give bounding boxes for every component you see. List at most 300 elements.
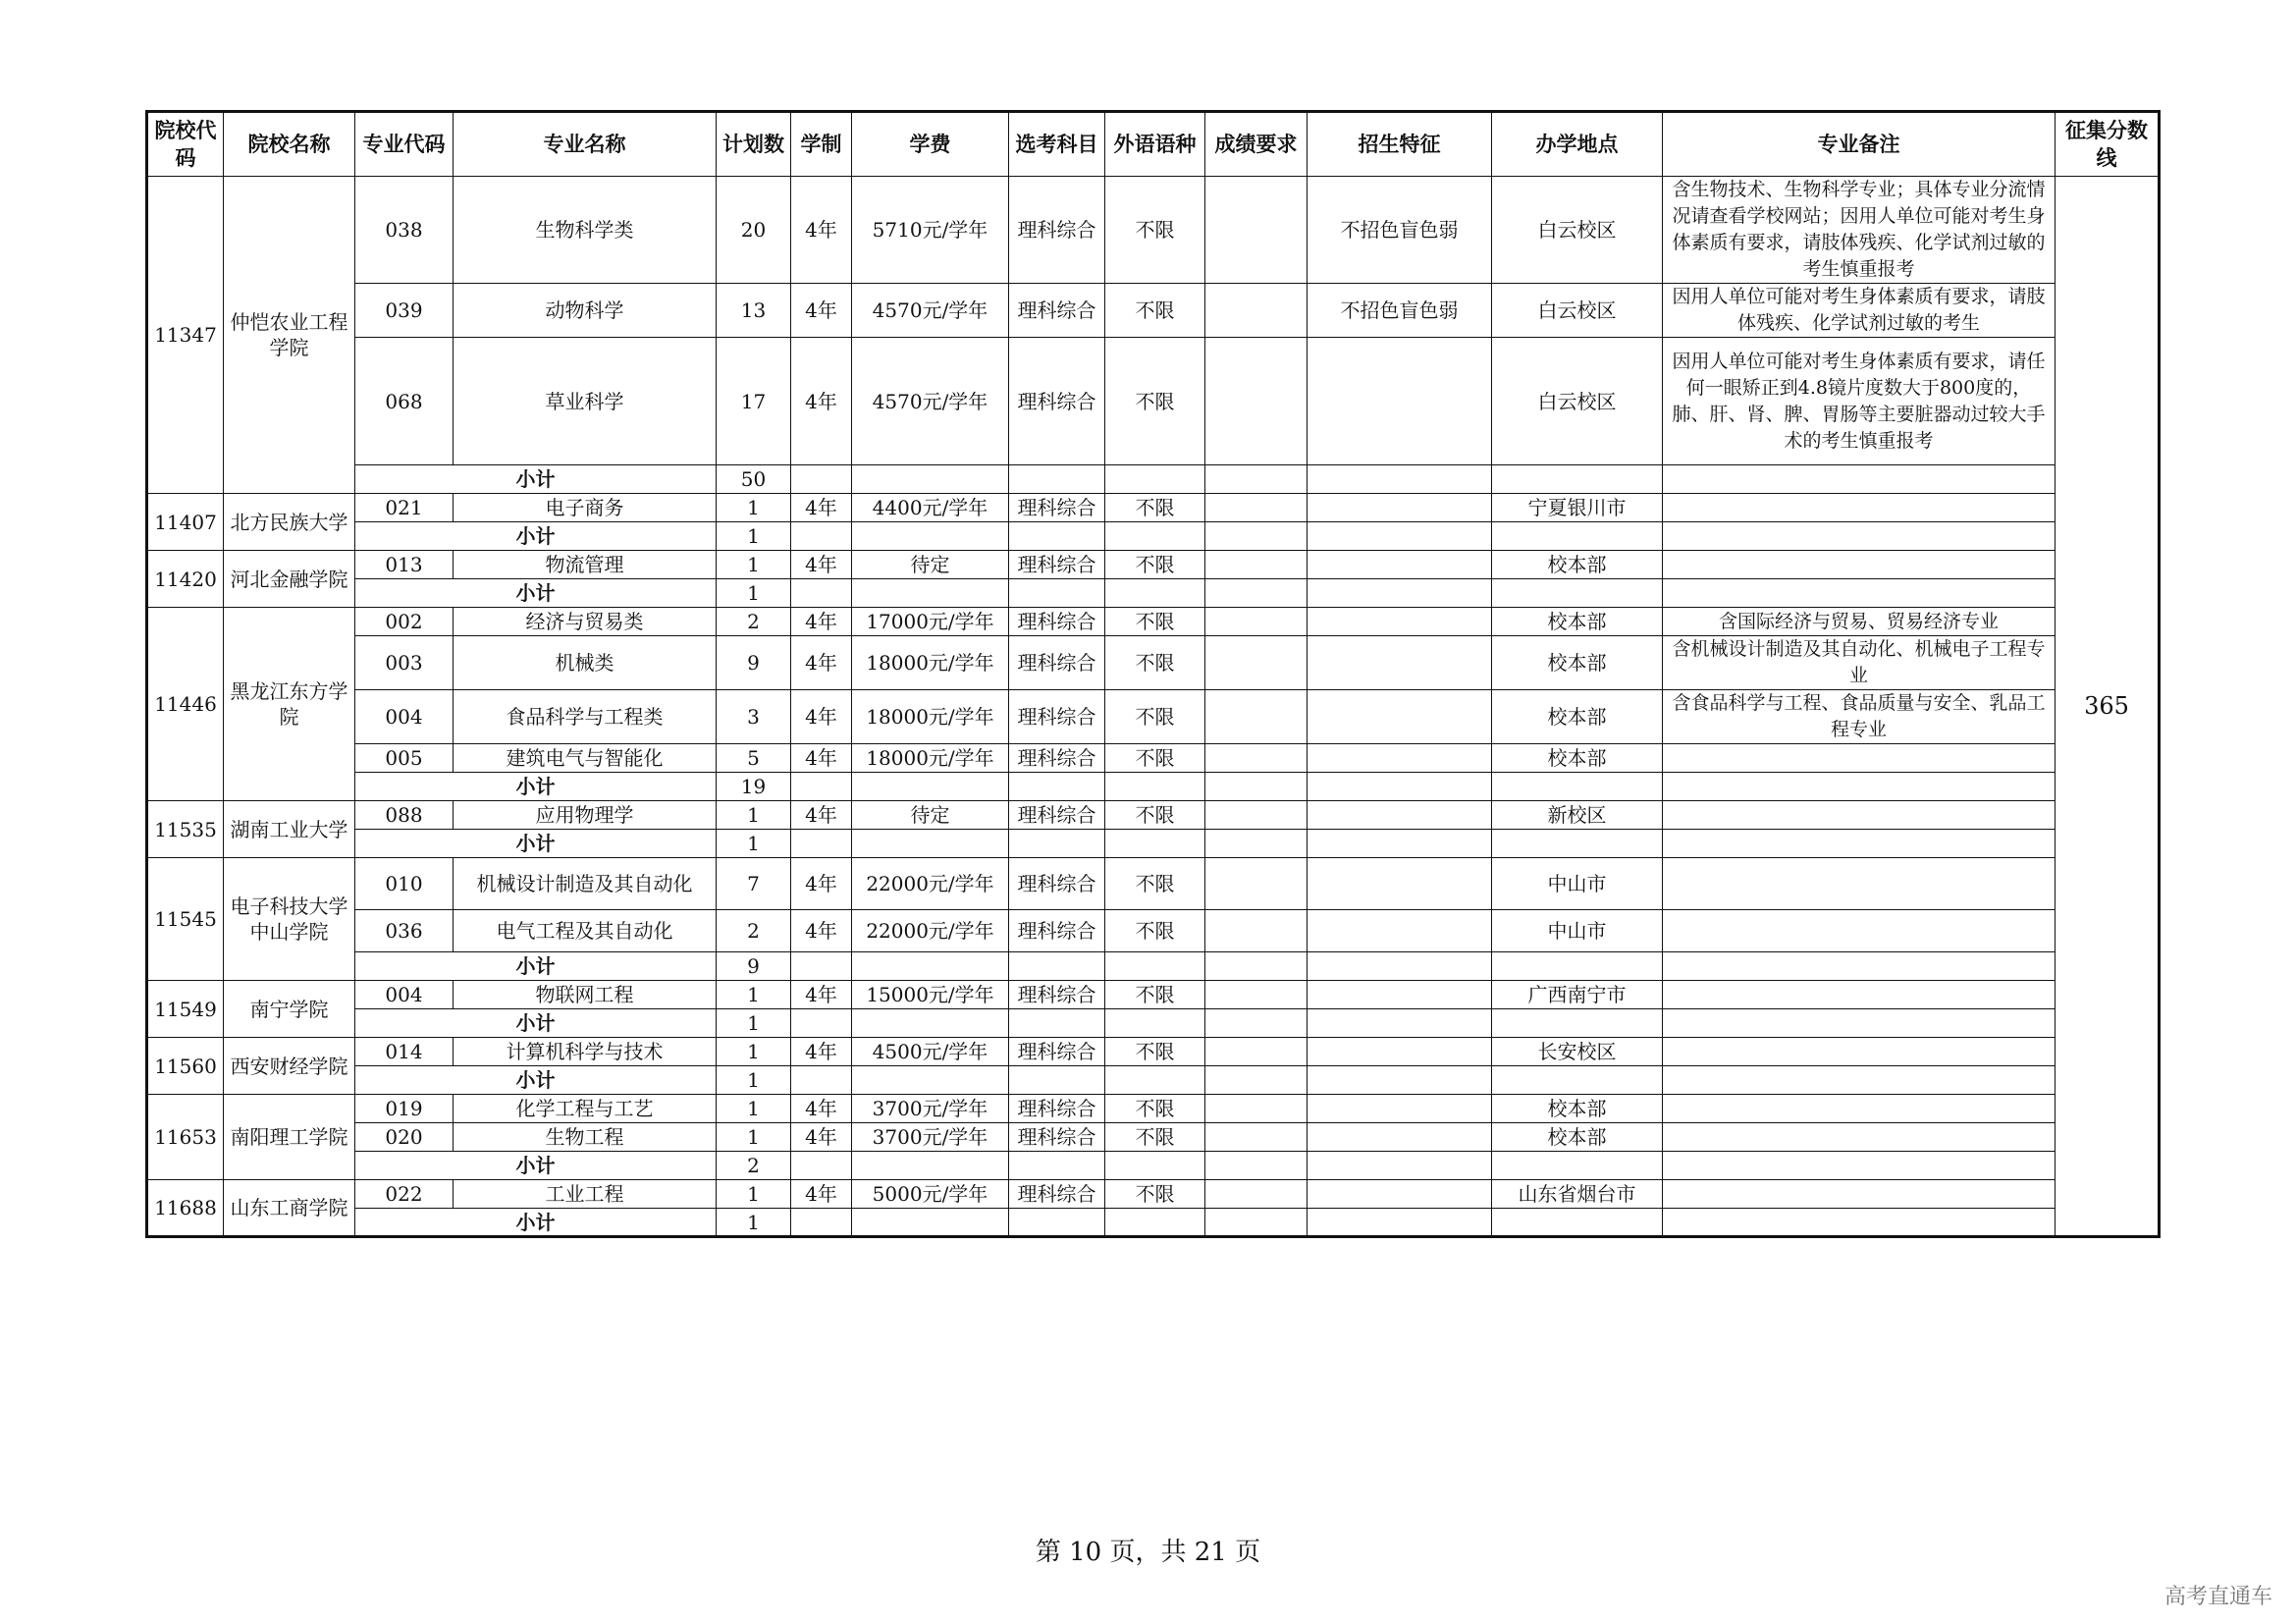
- subjects-cell: 理科综合: [1009, 494, 1105, 522]
- empty-cell: [791, 830, 852, 858]
- plan-count-cell: 17: [717, 338, 791, 465]
- school-name-cell: 南宁学院: [224, 981, 355, 1038]
- table-row: [147, 1180, 2160, 1209]
- language-cell: 不限: [1105, 910, 1205, 952]
- subtotal-count: 2: [717, 1152, 791, 1180]
- subjects-cell: 理科综合: [1009, 1180, 1105, 1209]
- plan-count-cell: 13: [717, 284, 791, 338]
- subjects-cell: 理科综合: [1009, 551, 1105, 579]
- empty-cell: [1105, 1009, 1205, 1038]
- page-footer: 第 10 页，共 21 页: [1035, 1538, 1261, 1567]
- empty-cell: [791, 1152, 852, 1180]
- empty-cell: [1308, 1009, 1492, 1038]
- school-code-cell: 11420: [147, 551, 224, 608]
- school-code-cell: 11549: [147, 981, 224, 1038]
- major-code-cell: 004: [355, 981, 454, 1009]
- location-cell: 中山市: [1492, 858, 1663, 910]
- location-cell: 校本部: [1492, 744, 1663, 773]
- major-name-cell: 机械设计制造及其自动化: [454, 858, 717, 910]
- subtotal-count: 9: [717, 952, 791, 981]
- empty-cell: [1308, 1209, 1492, 1237]
- remark-cell: 因用人单位可能对考生身体素质有要求，请肢体残疾、化学试剂过敏的考生: [1663, 284, 2056, 338]
- major-code-cell: 014: [355, 1038, 454, 1066]
- empty-cell: [852, 773, 1009, 801]
- feature-cell: [1308, 744, 1492, 773]
- major-code-cell: 036: [355, 910, 454, 952]
- subjects-cell: 理科综合: [1009, 1038, 1105, 1066]
- subtotal-row: [147, 773, 2160, 801]
- empty-cell: [852, 579, 1009, 608]
- major-name-cell: 机械类: [454, 636, 717, 690]
- empty-cell: [791, 1209, 852, 1237]
- score-requirement-cell: [1205, 636, 1308, 690]
- score-requirement-cell: [1205, 1038, 1308, 1066]
- empty-cell: [1663, 1152, 2056, 1180]
- empty-cell: [1663, 1209, 2056, 1237]
- language-cell: 不限: [1105, 858, 1205, 910]
- language-cell: 不限: [1105, 1038, 1205, 1066]
- feature-cell: 不招色盲色弱: [1308, 177, 1492, 284]
- subjects-cell: 理科综合: [1009, 690, 1105, 744]
- location-cell: 校本部: [1492, 1095, 1663, 1123]
- years-cell: 4年: [791, 1095, 852, 1123]
- empty-cell: [1663, 773, 2056, 801]
- school-name-cell: 仲恺农业工程学院: [224, 177, 355, 494]
- years-cell: 4年: [791, 1038, 852, 1066]
- plan-count-cell: 2: [717, 910, 791, 952]
- score-requirement-cell: [1205, 1095, 1308, 1123]
- language-cell: 不限: [1105, 1123, 1205, 1152]
- school-name-cell: 湖南工业大学: [224, 801, 355, 858]
- table-row: [147, 284, 2160, 338]
- plan-count-cell: 1: [717, 981, 791, 1009]
- plan-count-cell: 5: [717, 744, 791, 773]
- admission-plan-table: [145, 110, 2161, 1238]
- years-cell: 4年: [791, 551, 852, 579]
- empty-cell: [1492, 773, 1663, 801]
- fee-cell: 18000元/学年: [852, 744, 1009, 773]
- score-requirement-cell: [1205, 910, 1308, 952]
- empty-cell: [1105, 952, 1205, 981]
- table-row: [147, 744, 2160, 773]
- location-cell: 校本部: [1492, 690, 1663, 744]
- years-cell: 4年: [791, 608, 852, 636]
- subtotal-label: 小计: [355, 773, 717, 801]
- header-school-code: 院校代码: [147, 112, 224, 177]
- empty-cell: [1205, 830, 1308, 858]
- empty-cell: [791, 773, 852, 801]
- subjects-cell: 理科综合: [1009, 981, 1105, 1009]
- plan-count-cell: 1: [717, 494, 791, 522]
- major-code-cell: 010: [355, 858, 454, 910]
- feature-cell: [1308, 1038, 1492, 1066]
- empty-cell: [1492, 465, 1663, 494]
- subtotal-count: 50: [717, 465, 791, 494]
- score-requirement-cell: [1205, 1180, 1308, 1209]
- remark-cell: 因用人单位可能对考生身体素质有要求，请任何一眼矫正到4.8镜片度数大于800度的，肺、肝、肾、脾、胃肠等主要脏器动过较大手术的考生慎重报考: [1663, 338, 2056, 465]
- feature-cell: [1308, 338, 1492, 465]
- empty-cell: [1663, 830, 2056, 858]
- subtotal-row: [147, 1152, 2160, 1180]
- fee-cell: 15000元/学年: [852, 981, 1009, 1009]
- header-fee: 学费: [852, 112, 1009, 177]
- empty-cell: [1663, 1066, 2056, 1095]
- feature-cell: [1308, 981, 1492, 1009]
- empty-cell: [1663, 465, 2056, 494]
- empty-cell: [791, 465, 852, 494]
- feature-cell: 不招色盲色弱: [1308, 284, 1492, 338]
- feature-cell: [1308, 690, 1492, 744]
- score-requirement-cell: [1205, 177, 1308, 284]
- years-cell: 4年: [791, 690, 852, 744]
- empty-cell: [1009, 522, 1105, 551]
- watermark: 高考直通车: [2163, 1585, 2272, 1609]
- table-row: [147, 551, 2160, 579]
- major-code-cell: 088: [355, 801, 454, 830]
- fee-cell: 22000元/学年: [852, 910, 1009, 952]
- major-code-cell: 038: [355, 177, 454, 284]
- major-code-cell: 003: [355, 636, 454, 690]
- school-code-cell: 11535: [147, 801, 224, 858]
- major-name-cell: 化学工程与工艺: [454, 1095, 717, 1123]
- subtotal-count: 19: [717, 773, 791, 801]
- school-code-cell: 11407: [147, 494, 224, 551]
- subtotal-count: 1: [717, 522, 791, 551]
- empty-cell: [1009, 952, 1105, 981]
- empty-cell: [1492, 1066, 1663, 1095]
- years-cell: 4年: [791, 910, 852, 952]
- subtotal-label: 小计: [355, 1066, 717, 1095]
- empty-cell: [791, 522, 852, 551]
- remark-cell: [1663, 494, 2056, 522]
- fee-cell: 4400元/学年: [852, 494, 1009, 522]
- language-cell: 不限: [1105, 981, 1205, 1009]
- major-code-cell: 004: [355, 690, 454, 744]
- major-code-cell: 013: [355, 551, 454, 579]
- location-cell: 长安校区: [1492, 1038, 1663, 1066]
- major-code-cell: 022: [355, 1180, 454, 1209]
- fee-cell: 5710元/学年: [852, 177, 1009, 284]
- empty-cell: [852, 952, 1009, 981]
- empty-cell: [1663, 952, 2056, 981]
- language-cell: 不限: [1105, 636, 1205, 690]
- subjects-cell: 理科综合: [1009, 636, 1105, 690]
- subjects-cell: 理科综合: [1009, 1095, 1105, 1123]
- subjects-cell: 理科综合: [1009, 1123, 1105, 1152]
- subtotal-label: 小计: [355, 1209, 717, 1237]
- major-name-cell: 草业科学: [454, 338, 717, 465]
- empty-cell: [1105, 579, 1205, 608]
- empty-cell: [1009, 579, 1105, 608]
- table-row: [147, 608, 2160, 636]
- school-name-cell: 黑龙江东方学院: [224, 608, 355, 801]
- subtotal-count: 1: [717, 1209, 791, 1237]
- score-requirement-cell: [1205, 551, 1308, 579]
- subjects-cell: 理科综合: [1009, 608, 1105, 636]
- major-name-cell: 工业工程: [454, 1180, 717, 1209]
- score-requirement-cell: [1205, 608, 1308, 636]
- subtotal-label: 小计: [355, 1009, 717, 1038]
- school-code-cell: 11688: [147, 1180, 224, 1237]
- plan-count-cell: 3: [717, 690, 791, 744]
- plan-count-cell: 7: [717, 858, 791, 910]
- feature-cell: [1308, 608, 1492, 636]
- subtotal-row: [147, 1066, 2160, 1095]
- location-cell: 新校区: [1492, 801, 1663, 830]
- empty-cell: [1205, 522, 1308, 551]
- empty-cell: [1492, 952, 1663, 981]
- major-name-cell: 物联网工程: [454, 981, 717, 1009]
- table-row: [147, 1123, 2160, 1152]
- header-location: 办学地点: [1492, 112, 1663, 177]
- language-cell: 不限: [1105, 494, 1205, 522]
- subjects-cell: 理科综合: [1009, 910, 1105, 952]
- empty-cell: [1205, 579, 1308, 608]
- empty-cell: [1308, 952, 1492, 981]
- empty-cell: [1009, 1152, 1105, 1180]
- location-cell: 中山市: [1492, 910, 1663, 952]
- feature-cell: [1308, 551, 1492, 579]
- header-score-requirement: 成绩要求: [1205, 112, 1308, 177]
- subtotal-label: 小计: [355, 1152, 717, 1180]
- subtotal-row: [147, 830, 2160, 858]
- plan-count-cell: 20: [717, 177, 791, 284]
- years-cell: 4年: [791, 177, 852, 284]
- plan-count-cell: 2: [717, 608, 791, 636]
- feature-cell: [1308, 858, 1492, 910]
- empty-cell: [1105, 1209, 1205, 1237]
- subtotal-count: 1: [717, 579, 791, 608]
- subtotal-count: 1: [717, 1009, 791, 1038]
- subtotal-row: [147, 1009, 2160, 1038]
- language-cell: 不限: [1105, 801, 1205, 830]
- years-cell: 4年: [791, 1180, 852, 1209]
- school-code-cell: 11560: [147, 1038, 224, 1095]
- empty-cell: [1009, 1209, 1105, 1237]
- subtotal-row: [147, 579, 2160, 608]
- feature-cell: [1308, 1180, 1492, 1209]
- feature-cell: [1308, 910, 1492, 952]
- remark-cell: [1663, 551, 2056, 579]
- subtotal-row: [147, 522, 2160, 551]
- empty-cell: [1492, 1209, 1663, 1237]
- empty-cell: [852, 465, 1009, 494]
- major-code-cell: 019: [355, 1095, 454, 1123]
- empty-cell: [1308, 1066, 1492, 1095]
- table-row: [147, 858, 2160, 910]
- fee-cell: 4500元/学年: [852, 1038, 1009, 1066]
- empty-cell: [1205, 773, 1308, 801]
- table-row: [147, 338, 2160, 465]
- location-cell: 广西南宁市: [1492, 981, 1663, 1009]
- remark-cell: [1663, 1095, 2056, 1123]
- empty-cell: [1308, 522, 1492, 551]
- empty-cell: [1308, 830, 1492, 858]
- fee-cell: 18000元/学年: [852, 636, 1009, 690]
- table-row: [147, 910, 2160, 952]
- subtotal-count: 1: [717, 1066, 791, 1095]
- remark-cell: 含生物技术、生物科学专业；具体专业分流情况请查看学校网站；因用人单位可能对考生身体素质有要求，请肢体残疾、化学试剂过敏的考生慎重报考: [1663, 177, 2056, 284]
- plan-count-cell: 1: [717, 1180, 791, 1209]
- major-code-cell: 020: [355, 1123, 454, 1152]
- fee-cell: 待定: [852, 551, 1009, 579]
- empty-cell: [1308, 579, 1492, 608]
- score-requirement-cell: [1205, 284, 1308, 338]
- school-name-cell: 西安财经学院: [224, 1038, 355, 1095]
- header-remark: 专业备注: [1663, 112, 2056, 177]
- empty-cell: [852, 830, 1009, 858]
- subjects-cell: 理科综合: [1009, 284, 1105, 338]
- empty-cell: [1105, 773, 1205, 801]
- feature-cell: [1308, 1095, 1492, 1123]
- years-cell: 4年: [791, 981, 852, 1009]
- years-cell: 4年: [791, 494, 852, 522]
- plan-count-cell: 9: [717, 636, 791, 690]
- remark-cell: [1663, 1038, 2056, 1066]
- years-cell: 4年: [791, 858, 852, 910]
- score-requirement-cell: [1205, 744, 1308, 773]
- fee-cell: 5000元/学年: [852, 1180, 1009, 1209]
- location-cell: 宁夏银川市: [1492, 494, 1663, 522]
- major-code-cell: 021: [355, 494, 454, 522]
- remark-cell: 含国际经济与贸易、贸易经济专业: [1663, 608, 2056, 636]
- table-row: [147, 801, 2160, 830]
- language-cell: 不限: [1105, 177, 1205, 284]
- score-requirement-cell: [1205, 858, 1308, 910]
- feature-cell: [1308, 494, 1492, 522]
- school-name-cell: 南阳理工学院: [224, 1095, 355, 1180]
- fee-cell: 18000元/学年: [852, 690, 1009, 744]
- remark-cell: [1663, 858, 2056, 910]
- major-name-cell: 电子商务: [454, 494, 717, 522]
- subtotal-row: [147, 952, 2160, 981]
- school-code-cell: 11347: [147, 177, 224, 494]
- fee-cell: 17000元/学年: [852, 608, 1009, 636]
- header-years: 学制: [791, 112, 852, 177]
- score-requirement-cell: [1205, 801, 1308, 830]
- table-row: [147, 690, 2160, 744]
- language-cell: 不限: [1105, 1095, 1205, 1123]
- cutoff-score-cell: 365: [2056, 177, 2160, 1237]
- location-cell: 校本部: [1492, 551, 1663, 579]
- location-cell: 校本部: [1492, 1123, 1663, 1152]
- table-row: [147, 494, 2160, 522]
- empty-cell: [1105, 1152, 1205, 1180]
- empty-cell: [791, 1066, 852, 1095]
- empty-cell: [1205, 465, 1308, 494]
- fee-cell: 4570元/学年: [852, 284, 1009, 338]
- major-name-cell: 食品科学与工程类: [454, 690, 717, 744]
- location-cell: 白云校区: [1492, 284, 1663, 338]
- major-name-cell: 计算机科学与技术: [454, 1038, 717, 1066]
- fee-cell: 3700元/学年: [852, 1095, 1009, 1123]
- years-cell: 4年: [791, 744, 852, 773]
- score-requirement-cell: [1205, 1123, 1308, 1152]
- major-name-cell: 物流管理: [454, 551, 717, 579]
- empty-cell: [1492, 522, 1663, 551]
- school-name-cell: 北方民族大学: [224, 494, 355, 551]
- years-cell: 4年: [791, 1123, 852, 1152]
- empty-cell: [1492, 1152, 1663, 1180]
- score-requirement-cell: [1205, 494, 1308, 522]
- language-cell: 不限: [1105, 744, 1205, 773]
- fee-cell: 22000元/学年: [852, 858, 1009, 910]
- plan-count-cell: 1: [717, 801, 791, 830]
- major-code-cell: 005: [355, 744, 454, 773]
- plan-count-cell: 1: [717, 1038, 791, 1066]
- school-code-cell: 11545: [147, 858, 224, 981]
- header-major-code: 专业代码: [355, 112, 454, 177]
- years-cell: 4年: [791, 636, 852, 690]
- remark-cell: 含机械设计制造及其自动化、机械电子工程专业: [1663, 636, 2056, 690]
- header-cutoff: 征集分数线: [2056, 112, 2160, 177]
- subtotal-label: 小计: [355, 522, 717, 551]
- empty-cell: [1308, 1152, 1492, 1180]
- empty-cell: [1663, 1009, 2056, 1038]
- school-name-cell: 电子科技大学中山学院: [224, 858, 355, 981]
- major-name-cell: 建筑电气与智能化: [454, 744, 717, 773]
- subtotal-label: 小计: [355, 579, 717, 608]
- location-cell: 校本部: [1492, 608, 1663, 636]
- fee-cell: 4570元/学年: [852, 338, 1009, 465]
- years-cell: 4年: [791, 338, 852, 465]
- language-cell: 不限: [1105, 608, 1205, 636]
- major-name-cell: 电气工程及其自动化: [454, 910, 717, 952]
- feature-cell: [1308, 1123, 1492, 1152]
- score-requirement-cell: [1205, 981, 1308, 1009]
- empty-cell: [791, 1009, 852, 1038]
- empty-cell: [1105, 522, 1205, 551]
- language-cell: 不限: [1105, 690, 1205, 744]
- empty-cell: [1205, 1009, 1308, 1038]
- header-row: [147, 112, 2160, 177]
- empty-cell: [791, 579, 852, 608]
- table-row: [147, 177, 2160, 284]
- location-cell: 山东省烟台市: [1492, 1180, 1663, 1209]
- empty-cell: [852, 522, 1009, 551]
- major-code-cell: 002: [355, 608, 454, 636]
- empty-cell: [1009, 1066, 1105, 1095]
- empty-cell: [852, 1152, 1009, 1180]
- plan-count-cell: 1: [717, 1123, 791, 1152]
- remark-cell: [1663, 744, 2056, 773]
- empty-cell: [852, 1066, 1009, 1095]
- language-cell: 不限: [1105, 551, 1205, 579]
- empty-cell: [1308, 465, 1492, 494]
- score-requirement-cell: [1205, 690, 1308, 744]
- table-row: [147, 636, 2160, 690]
- remark-cell: 含食品科学与工程、食品质量与安全、乳品工程专业: [1663, 690, 2056, 744]
- subtotal-row: [147, 1209, 2160, 1237]
- empty-cell: [1105, 1066, 1205, 1095]
- table-row: [147, 1095, 2160, 1123]
- feature-cell: [1308, 801, 1492, 830]
- score-requirement-cell: [1205, 338, 1308, 465]
- empty-cell: [1492, 830, 1663, 858]
- header-plan: 计划数: [717, 112, 791, 177]
- feature-cell: [1308, 636, 1492, 690]
- language-cell: 不限: [1105, 284, 1205, 338]
- remark-cell: [1663, 981, 2056, 1009]
- school-name-cell: 河北金融学院: [224, 551, 355, 608]
- subjects-cell: 理科综合: [1009, 177, 1105, 284]
- empty-cell: [1205, 1209, 1308, 1237]
- empty-cell: [1105, 830, 1205, 858]
- subtotal-label: 小计: [355, 830, 717, 858]
- empty-cell: [1492, 1009, 1663, 1038]
- subjects-cell: 理科综合: [1009, 744, 1105, 773]
- school-name-cell: 山东工商学院: [224, 1180, 355, 1237]
